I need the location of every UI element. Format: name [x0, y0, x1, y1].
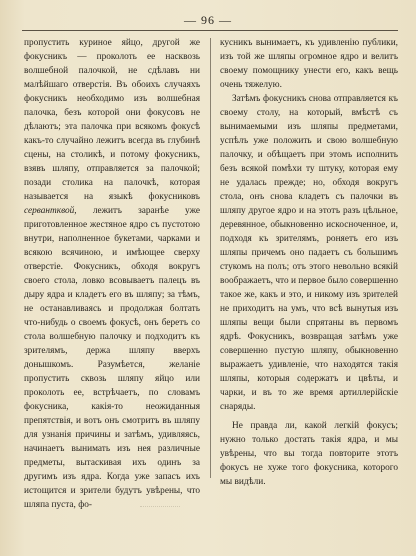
column-divider: [210, 38, 211, 478]
right-paragraph-2: Затѣмъ фокусникъ снова отправляется къ своему столу, на который, вмѣстѣ съ вынимаемыми изъ шляпы предметами, успѣлъ уже положить и свою волшебную палочку, и обѣщаетъ при этомъ исполнить безъ всякой помѣхи ту штуку, которая ему не удалась прежде; но, обходя вокругъ стола, онъ снова кладетъ съ палочки въ шляпу другое ядро и на этотъ разъ цѣльное, деревянное, обыкновенно искосноченное, и, подходя къ зрителямъ, роняетъ его изъ шляпы причемъ оно падаетъ съ большимъ стукомъ на полъ; отъ этого невольно всякій воображаетъ, что и первое было совершенно такое же, какъ и это, и никому изъ зрителей не приходитъ на умъ, что всѣ вынутыя изъ шляпы вещи были спрятаны въ первомъ ядрѣ. Фокусникъ, возвращая затѣмъ уже совершенно пустую шляпу, обыкновенно выражаетъ удивленіе, что находятся такія шляпы, которыя содержатъ и цвѣты, и чарки, и въ то же время артиллерійскіе снаряды.: [220, 94, 398, 412]
right-paragraph-1: кусникъ вынимаетъ, къ удивленію публики, изъ той же шляпы огромное ядро и велитъ своему помощнику унести его, какъ вещь очень тяжелую.: [220, 38, 398, 90]
left-column: [24, 36, 200, 512]
right-paragraph-3: Не правда ли, какой легкій фокусъ; нужно только достать такія ядра, и мы увѣрены, что вы тогда повторите этотъ фокусъ не хуже того фокусника, которого мы видѣли.: [220, 421, 398, 487]
header-rule: [22, 30, 398, 31]
left-paragraph-1-rest: лежитъ заранѣе уже приготовленное жестяное ядро съ пустотою внутри, наполненное букетами, чарками и всякою всячиною, и имѣющее сверху отверстіе. Фокусникъ, обходя вокругъ своего стола, ловко всовываетъ палецъ въ дыру ядра и кладетъ его въ шляпу; за тѣмъ, не останавливаясь и продолжая болтать что-нибудь о своемъ фокусѣ, онъ беретъ со стола волшебную палочку и подходитъ къ зрителямъ, держа шляпу вверхъ донышкомъ. Разумѣется, желаніе пропустить сквозь шляпу яйцо или проколоть ее, встрѣчаетъ, по словамъ фокусника, какія-то неожиданныя препятствія, и вотъ онъ смотритъ въ шляпу для узнанія причины и затѣмъ, удивляясь, начинаетъ вынимать изъ нея различные предметы, вытаскивая ихъ одинъ за другимъ изъ ядра. Когда уже запасъ ихъ истощится и зрители будутъ увѣрены, что шляпа пуста, фо-: [24, 206, 201, 510]
faint-stamp-mark: [140, 496, 180, 507]
right-column: [220, 36, 398, 489]
left-paragraph-1-text: пропустить куриное яйцо, другой же фокусникъ — проколоть ее насквозь волшебной палочкой, не сдѣлавъ ни малѣйшаго отверстія. Въ обоихъ случаяхъ фокусникъ необходимо изъ волшебная палочка, безъ которой они фокусовъ не дѣлаютъ; эта палочка при всякомъ фокусѣ какъ-то случайно лежитъ всегда въ глубинѣ сцены, на столикѣ, и потому фокусникъ, взявъ шляпу, отправляется за палочкой; позади столика на палочкѣ, которая называется на языкѣ фокусниковъ: [24, 38, 200, 202]
page-number: — 96 —: [184, 13, 232, 27]
left-paragraph-1: [24, 36, 200, 512]
left-paragraph-1-italic: сервантквой,: [24, 206, 77, 216]
